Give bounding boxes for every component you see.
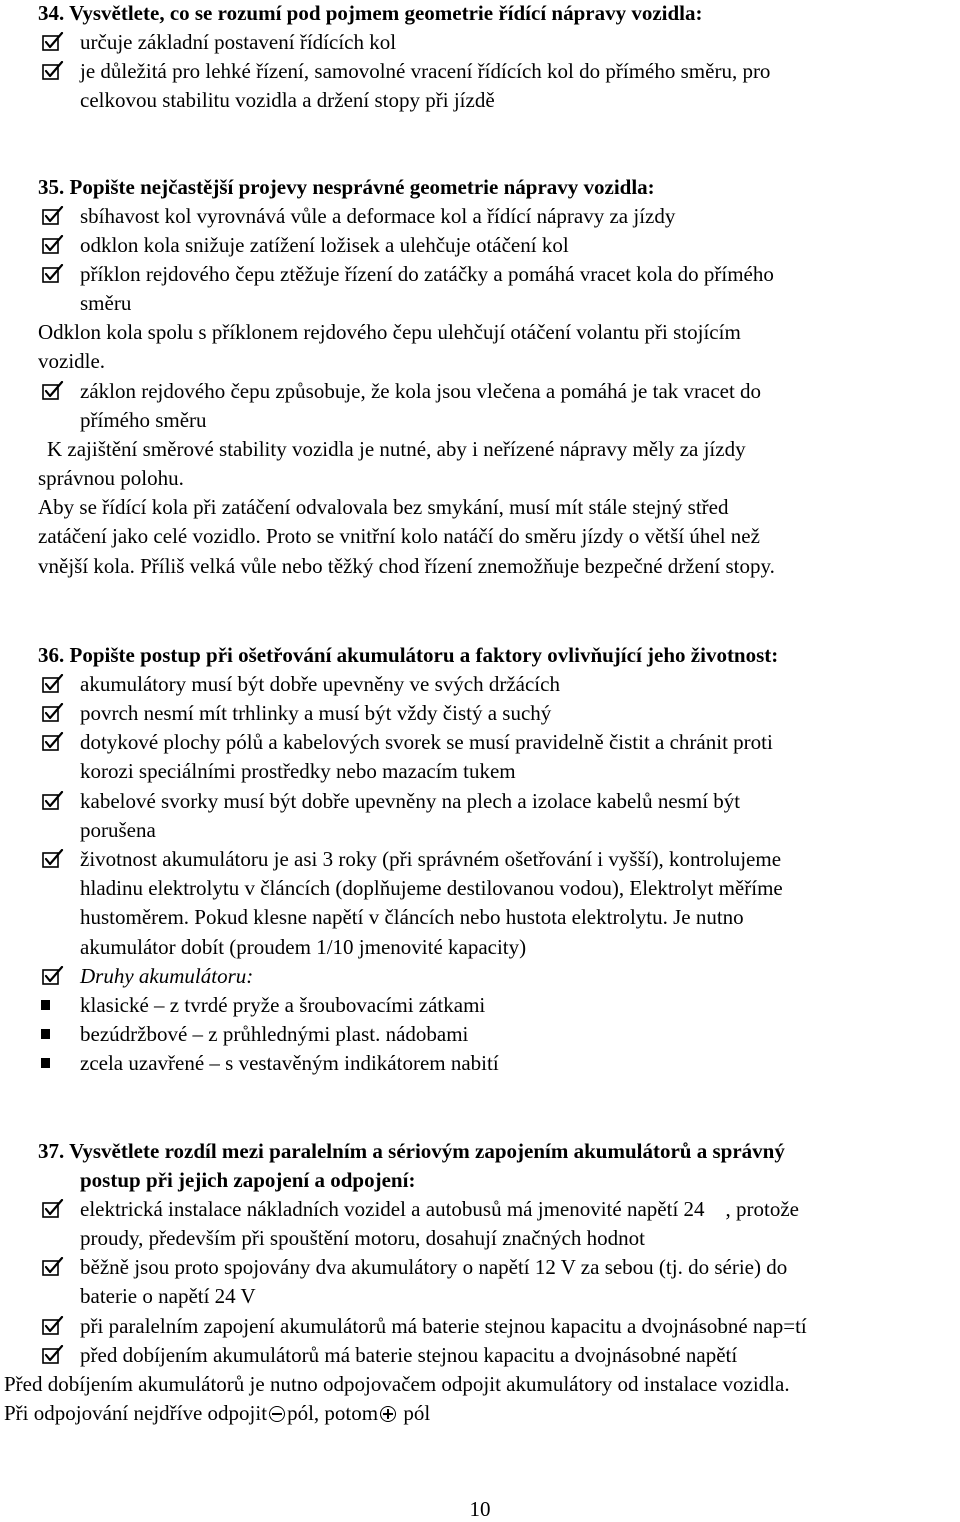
question-37-title: 37. Vysvětlete rozdíl mezi paralelním a sériovým zapojením akumulátorů a správný (38, 1139, 785, 1163)
checkbox-icon (42, 1199, 64, 1219)
page-number: 10 (469, 1497, 491, 1521)
question-37-title-cont: postup při jejich zapojení a odpojení: (80, 1168, 416, 1192)
bullet-square-icon (41, 1058, 50, 1068)
plus-pole-icon (380, 1406, 396, 1422)
q36-item-5-line-4: akumulátor dobít (proudem 1/10 jmenovité kapacity) (80, 935, 527, 959)
q37-note-2 (4, 1401, 430, 1426)
q37-item-2-cont: baterie o napětí 24 V (80, 1284, 256, 1308)
checkbox-icon (42, 966, 64, 986)
q36-item-4-cont: porušena (80, 818, 156, 842)
q37-note-2-part-3: pól (403, 1401, 431, 1425)
q36-type-2: bezúdržbové – z průhlednými plast. nádobami (80, 1022, 469, 1046)
checkbox-icon (42, 849, 64, 869)
checkbox-icon (42, 791, 64, 811)
bullet-square-icon (41, 1029, 50, 1039)
checkbox-icon (42, 1316, 64, 1336)
q35-note-2: K zajištění směrové stability vozidla je nutné, aby i neřízené nápravy měly za jízdy (47, 437, 746, 461)
q34-item-2: je důležitá pro lehké řízení, samovolné vracení řídících kol do přímého směru, pro (80, 59, 771, 83)
q37-item-1-cont: proudy, především při spouštění motoru, dosahují značných hodnot (80, 1226, 645, 1250)
q36-item-5-line-2: hladinu elektrolytu v článcích (doplňujeme destilovanou vodou), Elektrolyt měříme (80, 876, 783, 900)
q35-note-1-cont: vozidle. (38, 349, 106, 373)
checkbox-icon (42, 1345, 64, 1365)
q35-note-2-cont: správnou polohu. (38, 466, 184, 490)
q35-item-4-cont: přímého směru (80, 408, 207, 432)
checkbox-icon (42, 235, 64, 255)
q36-item-5-line-3: hustoměrem. Pokud klesne napětí v článcích nebo hustota elektrolytu. Je nutno (80, 905, 744, 929)
checkbox-icon (42, 206, 64, 226)
question-35-title: 35. Popište nejčastější projevy nesprávné geometrie nápravy vozidla: (38, 175, 655, 199)
q37-item-4: před dobíjením akumulátorů má baterie stejnou kapacitu a dvojnásobné napětí (80, 1343, 738, 1367)
q37-item-1: elektrická instalace nákladních vozidel a autobusů má jmenovité napětí 24 , protože (80, 1197, 799, 1221)
q36-types-heading: Druhy akumulátoru: (80, 964, 254, 988)
q35-note-1: Odklon kola spolu s příklonem rejdového čepu ulehčují otáčení volantu při stojícím (38, 320, 741, 344)
q36-type-1: klasické – z tvrdé pryže a šroubovacími zátkami (80, 993, 486, 1017)
q36-item-3-cont: korozi speciálními prostředky nebo mazacím tukem (80, 759, 516, 783)
checkbox-icon (42, 381, 64, 401)
q37-note-2-part-1: Při odpojování nejdříve odpojit (4, 1401, 268, 1425)
checkbox-icon (42, 1257, 64, 1277)
q37-item-2: běžně jsou proto spojovány dva akumulátory o napětí 12 V za sebou (tj. do série) do (80, 1255, 788, 1279)
q36-item-4: kabelové svorky musí být dobře upevněny na plech a izolace kabelů nesmí být (80, 789, 741, 813)
q34-item-1: určuje základní postavení řídících kol (80, 30, 397, 54)
checkbox-icon (42, 264, 64, 284)
q37-item-3: při paralelním zapojení akumulátorů má baterie stejnou kapacitu a dvojnásobné nap=tí (80, 1314, 807, 1338)
checkbox-icon (42, 703, 64, 723)
q35-note-3-cont: zatáčení jako celé vozidlo. Proto se vnitřní kolo natáčí do směru jízdy o větší úhel než (38, 524, 760, 548)
checkbox-icon (42, 674, 64, 694)
q34-item-2-cont: celkovou stabilitu vozidla a držení stopy při jízdě (80, 88, 495, 112)
q35-item-3-cont: směru (80, 291, 132, 315)
q37-note-1: Před dobíjením akumulátorů je nutno odpojovačem odpojit akumulátory od instalace vozidla. (4, 1372, 790, 1396)
q35-item-2: odklon kola snižuje zatížení ložisek a ulehčuje otáčení kol (80, 233, 569, 257)
q36-type-3: zcela uzavřené – s vestavěným indikátorem nabití (80, 1051, 499, 1075)
q36-item-1: akumulátory musí být dobře upevněny ve svých držácích (80, 672, 560, 696)
q36-item-3: dotykové plochy pólů a kabelových svorek se musí pravidelně čistit a chránit proti (80, 730, 773, 754)
q35-item-1: sbíhavost kol vyrovnává vůle a deformace kol a řídící nápravy za jízdy (80, 204, 676, 228)
bullet-square-icon (41, 1000, 50, 1010)
q35-note-3: Aby se řídící kola při zatáčení odvalovala bez smykání, musí mít stále stejný střed (38, 495, 729, 519)
q35-item-4: záklon rejdového čepu způsobuje, že kola jsou vlečena a pomáhá je tak vracet do (80, 379, 762, 403)
question-36-title: 36. Popište postup při ošetřování akumulátoru a faktory ovlivňující jeho životnost: (38, 643, 779, 667)
q36-item-5: životnost akumulátoru je asi 3 roky (při správném ošetřování i vyšší), kontrolujeme (80, 847, 782, 871)
q35-note-3-end: vnější kola. Příliš velká vůle nebo těžký chod řízení znemožňuje bezpečné držení stopy. (38, 554, 775, 578)
question-34-title: 34. Vysvětlete, co se rozumí pod pojmem geometrie řídící nápravy vozidla: (38, 1, 703, 25)
q36-item-2: povrch nesmí mít trhlinky a musí být vždy čistý a suchý (80, 701, 552, 725)
minus-pole-icon (269, 1406, 285, 1422)
q35-item-3: příklon rejdového čepu ztěžuje řízení do zatáčky a pomáhá vracet kola do přímého (80, 262, 774, 286)
checkbox-icon (42, 732, 64, 752)
q37-note-2-part-2: pól, potom (287, 1401, 379, 1425)
checkbox-icon (42, 32, 64, 52)
checkbox-icon (42, 61, 64, 81)
